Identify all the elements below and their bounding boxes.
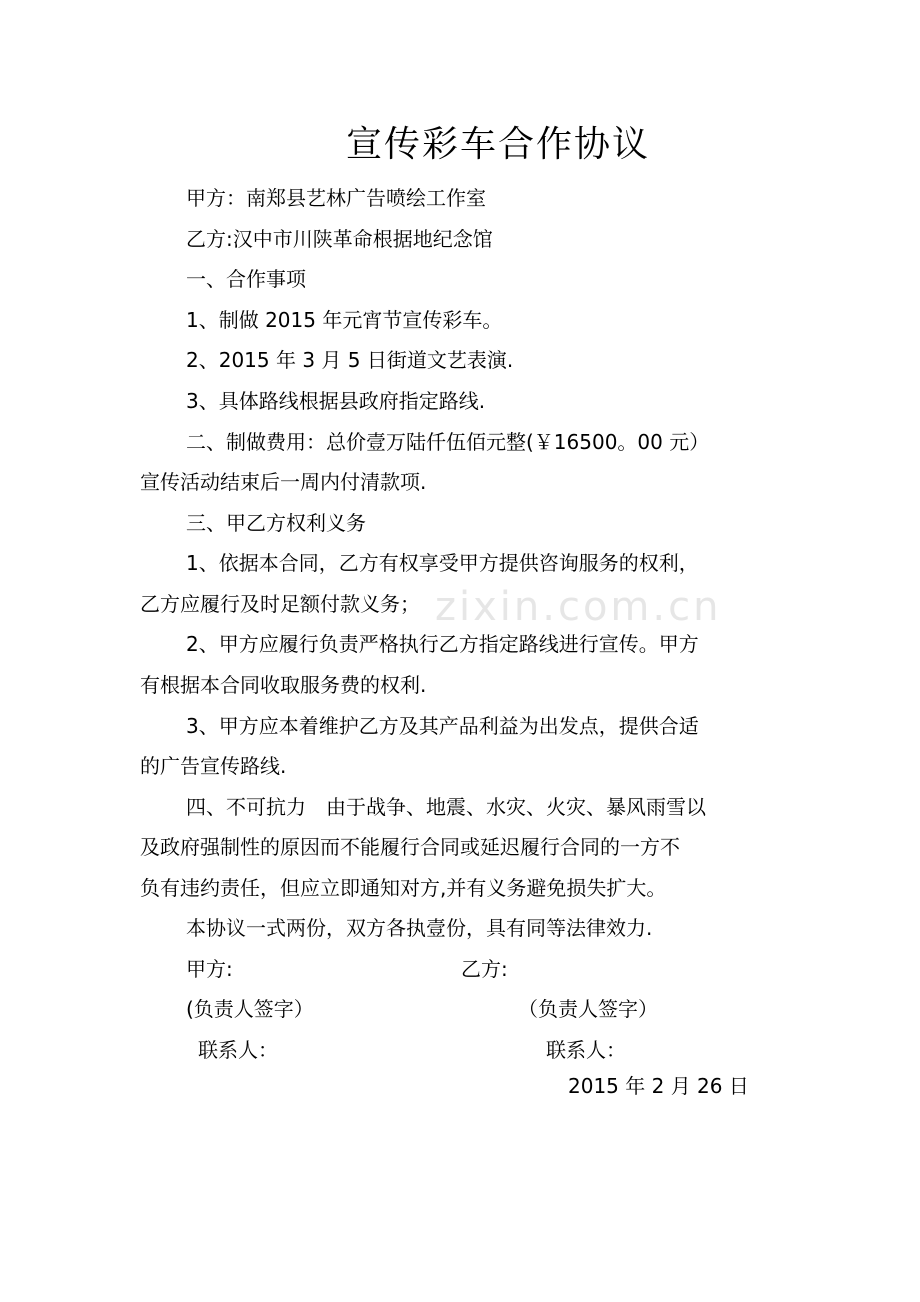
section3-heading: 三、甲乙方权利义务 <box>186 511 366 535</box>
section3-item2-line1: 2、甲方应履行负责严格执行乙方指定路线进行宣传。甲方 <box>186 632 699 656</box>
party-a-line: 甲方：南郑县艺林广告喷绘工作室 <box>186 186 486 210</box>
document-title: 宣传彩车合作协议 <box>345 124 650 165</box>
party-b-sign-note: （负责人签字） <box>518 997 658 1021</box>
watermark: zixin.com.cn <box>435 584 722 630</box>
party-b-line: 乙方:汉中市川陕革命根据地纪念馆 <box>186 227 493 251</box>
section1-item-3: 3、具体路线根据县政府指定路线. <box>186 389 486 413</box>
section3-item1-line1: 1、依据本合同，乙方有权享受甲方提供咨询服务的权利， <box>186 551 699 575</box>
section1-heading: 一、合作事项 <box>186 267 306 291</box>
section3-item1-line2: 乙方应履行及时足额付款义务； <box>140 592 420 616</box>
party-a-signature-label: 甲方: <box>186 957 233 981</box>
party-b-signature-label: 乙方: <box>461 957 508 981</box>
section3-item3-line2: 的广告宣传路线. <box>140 754 287 778</box>
section2-line-2: 宣传活动结束后一周内付清款项. <box>140 470 427 494</box>
section3-item2-line2: 有根据本合同收取服务费的权利. <box>140 673 427 697</box>
section1-item-2: 2、2015 年 3 月 5 日街道文艺表演. <box>186 348 514 372</box>
section4-line-2: 及政府强制性的原因而不能履行合同或延迟履行合同的一方不 <box>140 835 680 859</box>
party-a-sign-note: (负责人签字） <box>186 997 314 1021</box>
party-b-contact: 联系人： <box>546 1038 626 1062</box>
party-a-contact: 联系人： <box>198 1038 278 1062</box>
section4-line-3: 负有违约责任，但应立即通知对方,并有义务避免损失扩大。 <box>140 876 667 900</box>
signing-date: 2015 年 2 月 26 日 <box>568 1074 749 1098</box>
section1-item-1: 1、制做 2015 年元宵节宣传彩车。 <box>186 308 503 332</box>
section4-line-1: 四、不可抗力 由于战争、地震、水灾、火灾、暴风雨雪以 <box>186 795 706 819</box>
closing-clause: 本协议一式两份，双方各执壹份，具有同等法律效力. <box>186 916 653 940</box>
section3-item3-line1: 3、甲方应本着维护乙方及其产品利益为出发点，提供合适 <box>186 714 699 738</box>
section2-line-1: 二、制做费用：总价壹万陆仟伍佰元整(￥16500。00 元） <box>186 430 710 454</box>
